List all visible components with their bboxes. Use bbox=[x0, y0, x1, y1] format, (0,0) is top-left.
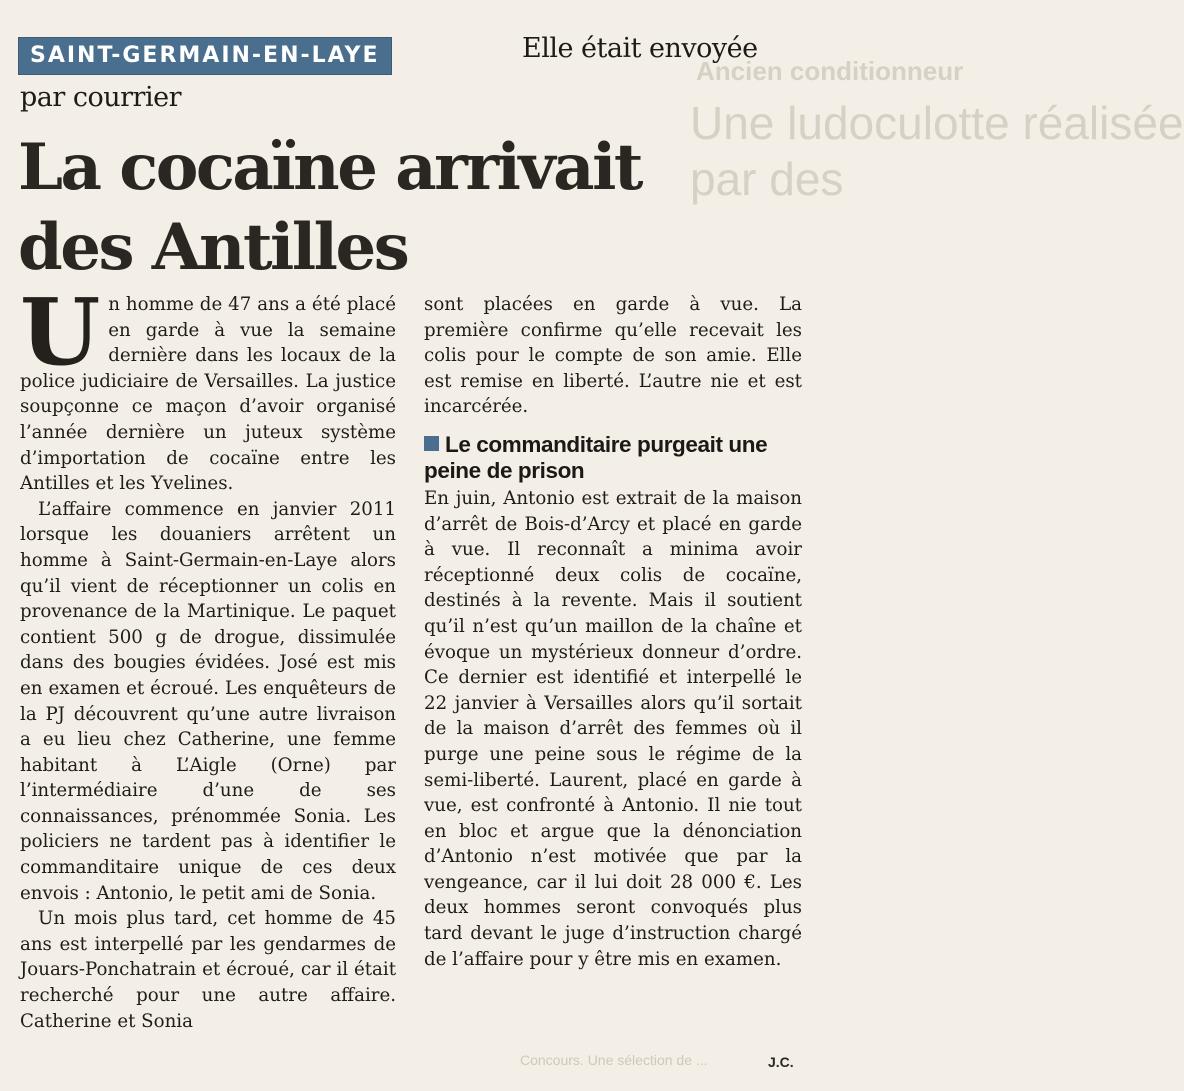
square-bullet-icon bbox=[424, 436, 439, 451]
headline-line-2: des Antilles bbox=[18, 210, 408, 285]
column-left bbox=[20, 278, 396, 1034]
paragraph-3-continued: sont placées en garde à vue. La première confirme qu’elle recevait les colis pour le compte de son amie. Elle est remise en liberté. L’autre nie et est incarcérée. bbox=[424, 294, 802, 418]
paragraph-4: En juin, Antonio est extrait de la maison d’arrêt de Bois-d’Arcy et placé en garde à vue. Il reconnaît a minima avoir réceptionné deux colis de cocaïne, destinés à la revente. Mais il soutient qu’il n’est qu’un maillon de la chaîne et évoque un mystérieux donneur d’ordre. Ce dernier est identifié et interpellé le 22 janvier à Versailles alors qu’il sortait de la maison d’arrêt des femmes où il purge une peine sous le régime de la semi-liberté. Laurent, placé en garde à vue, est confronté à Antonio. Il nie tout en bloc et argue que la dénonciation d’Antonio n’est motivée que par la vengeance, car il lui doit 28 000 €. Les deux hommes seront convoqués plus tard devant le juge d’instruction chargé de l’affaire pour y être mis en examen. bbox=[424, 487, 802, 970]
neighbour-ghost-line3: par des bbox=[690, 153, 844, 205]
kicker-line-2: par courrier bbox=[20, 82, 181, 113]
subhead-text: Le commanditaire purgeait une peine de prison bbox=[424, 431, 768, 483]
dropcap: U bbox=[20, 278, 101, 386]
kicker-line-1: Elle était envoyée bbox=[522, 33, 758, 64]
neighbour-article-bleed bbox=[690, 52, 1184, 205]
neighbour-ghost-line1: Ancien conditionneur bbox=[696, 56, 964, 86]
headline-line-1: La cocaïne arrivait bbox=[18, 130, 641, 205]
paragraph-intro-text: n homme de 47 ans a été placé en garde à vue la semaine dernière dans les locaux de la police judiciaire de Versailles. La justice soupçonne ce maçon d’avoir organisé l’année dernière un juteux système d’importation de cocaïne entre les Antilles et les Yvelines. bbox=[20, 294, 396, 495]
author-signature: J.C. bbox=[768, 1054, 794, 1070]
paragraph-3: Un mois plus tard, cet homme de 45 ans est interpellé par les gendarmes de Jouars-Ponchatrain et écroué, car il était recherché pour une autre affaire. Catherine et Sonia bbox=[20, 908, 396, 1032]
paragraph-2: L’affaire commence en janvier 2011 lorsque les douaniers arrêtent un homme à Saint-Germain-en-Laye alors qu’il vient de réceptionner un colis en provenance de la Martinique. Le paquet contient 500 g de drogue, dissimulée dans des bougies évidées. José est mis en examen et écroué. Les enquêteurs de la PJ découvrent qu’une autre livraison a eu lieu chez Catherine, une femme habitant à L’Aigle (Orne) par l’intermédiaire d’une de ses connaissances, prénommée Sonia. Les policiers ne tardent pas à identifier le commanditaire unique de ces deux envois : Antonio, le petit ami de Sonia. bbox=[20, 498, 396, 904]
paragraph-intro bbox=[20, 278, 396, 497]
subhead bbox=[424, 432, 802, 484]
neighbour-footer-bleed: Concours. Une sélection de ... bbox=[520, 1052, 708, 1068]
headline bbox=[18, 128, 641, 288]
location-badge: SAINT-GERMAIN-EN-LAYE bbox=[18, 37, 392, 75]
kicker-row bbox=[18, 36, 392, 76]
neighbour-ghost-line2: Une ludoculotte réalisée bbox=[690, 97, 1184, 149]
column-right bbox=[424, 292, 802, 972]
